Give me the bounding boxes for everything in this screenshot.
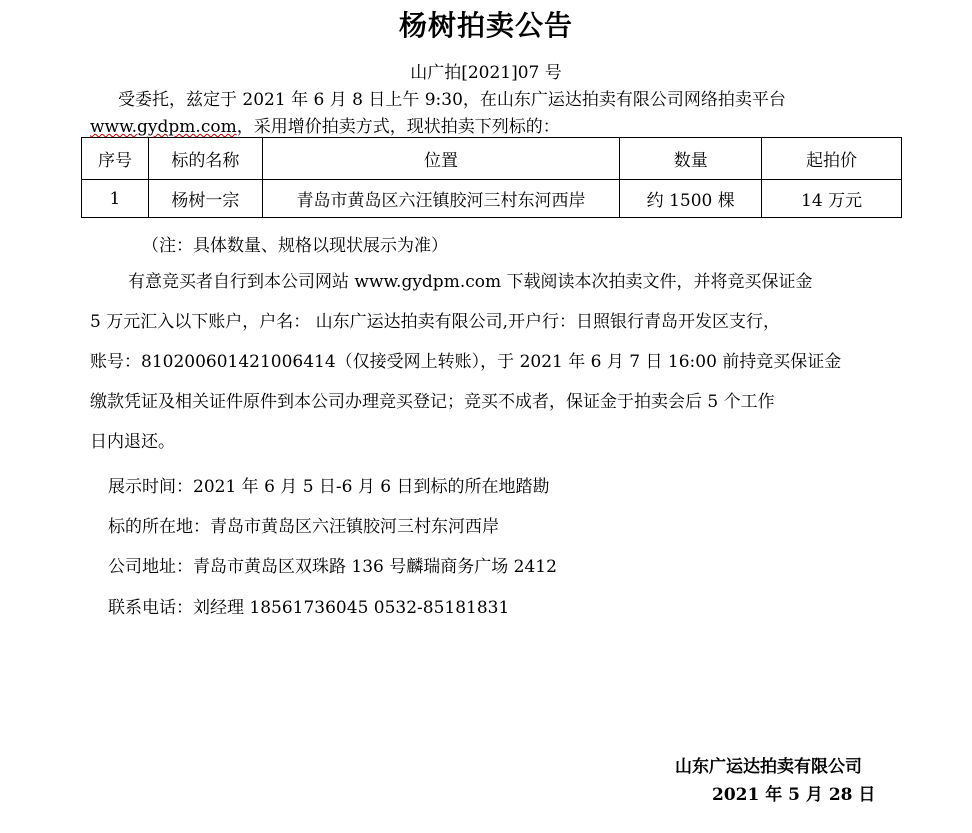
table-header-cell: 位置 <box>262 138 620 180</box>
intro-url: www.gydpm.com <box>90 117 237 137</box>
display-time: 展示时间：2021 年 6 月 5 日-6 月 6 日到标的所在地踏勘 <box>108 477 550 497</box>
paragraph-line: 账号：810200601421006414（仅接受网上转账），于 2021 年 6 月 7 日 16:00 前持竞买保证金 <box>90 352 842 372</box>
table-header-cell: 起拍价 <box>762 138 902 180</box>
contact-phone: 联系电话：刘经理 18561736045 0532-85181831 <box>108 598 510 618</box>
table-header-cell: 序号 <box>82 138 149 180</box>
paragraph-line: 有意竞买者自行到本公司网站 www.gydpm.com 下载阅读本次拍卖文件，并将竞买保证金 <box>128 272 813 292</box>
intro-line-2-text: ，采用增价拍卖方式，现状拍卖下列标的： <box>236 117 560 137</box>
table-header-row <box>82 138 902 180</box>
table-cell-start-price: 14 万元 <box>762 180 902 218</box>
table-note: （注：具体数量、规格以现状展示为准） <box>142 236 448 256</box>
table-cell-seq: 1 <box>82 180 149 218</box>
lot-location: 标的所在地：青岛市黄岛区六汪镇胶河三村东河西岸 <box>108 517 499 537</box>
paragraph-line: 5 万元汇入以下账户，户名： 山东广运达拍卖有限公司,开户行：日照银行青岛开发区支行， <box>90 312 781 332</box>
table-row <box>82 180 902 218</box>
document-title: 杨树拍卖公告 <box>398 9 573 42</box>
table-header-cell: 标的名称 <box>148 138 262 180</box>
table-cell-location: 青岛市黄岛区六汪镇胶河三村东河西岸 <box>262 180 620 218</box>
intro-line-1: 受委托，兹定于 2021 年 6 月 8 日上午 9:30，在山东广运达拍卖有限公司网络拍卖平台 <box>118 90 786 110</box>
signature-company: 山东广运达拍卖有限公司 <box>675 757 862 777</box>
document-number: 山广拍[2021]07 号 <box>410 63 562 83</box>
signature-date: 2021 年 5 月 28 日 <box>712 785 876 805</box>
table-header-cell: 数量 <box>620 138 762 180</box>
intro-line-2 <box>90 112 560 137</box>
registration-paragraph <box>90 262 902 462</box>
paragraph-line: 日内退还。 <box>90 432 175 452</box>
table-cell-quantity: 约 1500 棵 <box>620 180 762 218</box>
company-address: 公司地址：青岛市黄岛区双珠路 136 号麟瑞商务广场 2412 <box>108 557 557 577</box>
paragraph-line: 缴款凭证及相关证件原件到本公司办理竞买登记；竞买不成者，保证金于拍卖会后 5 个工作 <box>90 392 775 412</box>
auction-lot-table <box>81 137 902 218</box>
table-cell-lot-name: 杨树一宗 <box>148 180 262 218</box>
